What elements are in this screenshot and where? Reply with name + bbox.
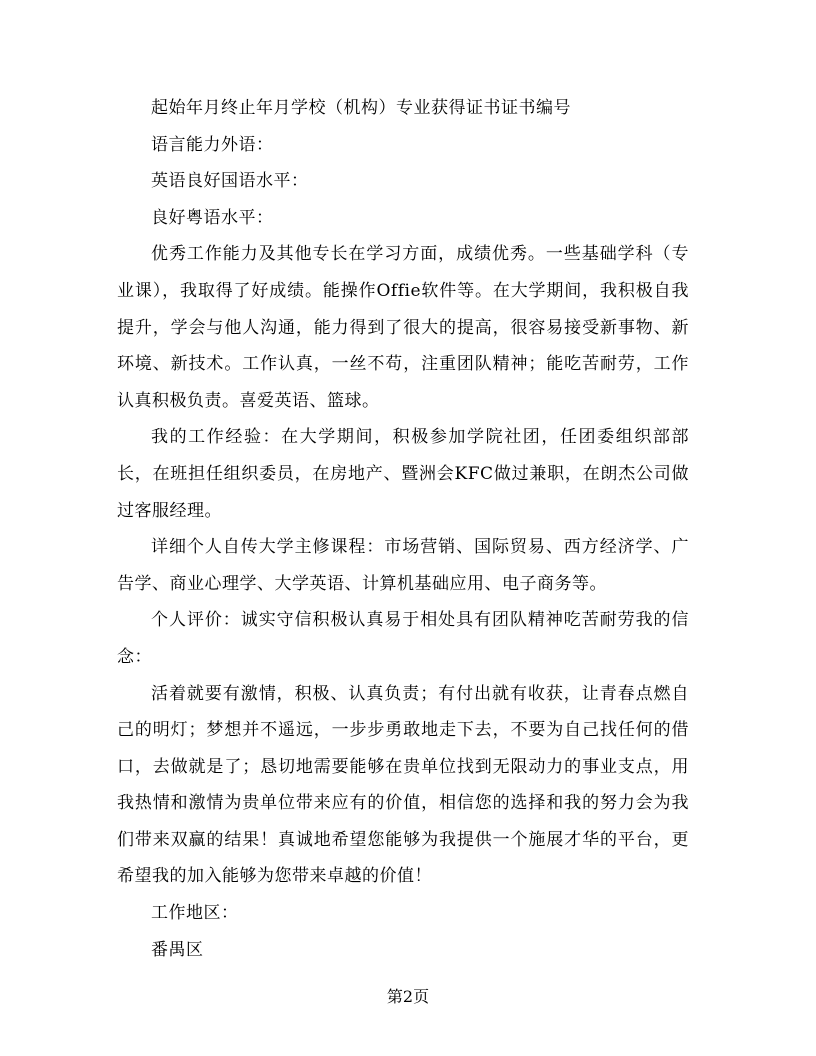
work-area-label: 工作地区： xyxy=(151,903,239,924)
education-header-line: 起始年月终止年月学校（机构）专业获得证书证书编号 xyxy=(151,98,571,118)
courses-paragraph: 详细个人自传大学主修课程：市场营销、国际贸易、西方经济学、广告学、商业心理学、大学英语、计算机基础应用、电子商务等。 xyxy=(117,537,689,594)
english-level-line: 英语良好国语水平： xyxy=(151,171,309,192)
work-area-value: 番禺区 xyxy=(151,939,204,960)
language-ability-line: 语言能力外语： xyxy=(151,134,274,155)
page-number: 第2页 xyxy=(386,987,430,1006)
work-experience-paragraph: 我的工作经验：在大学期间，积极参加学院社团，任团委组织部部长，在班担任组织委员，在房地产、暨洲会KFC做过兼职，在朗杰公司做过客服经理。 xyxy=(117,427,689,521)
document-body xyxy=(117,90,689,968)
skills-paragraph: 优秀工作能力及其他专长在学习方面，成绩优秀。一些基础学科（专业课），我取得了好成绩。能操作Offie软件等。在大学期间，我积极自我提升，学会与他人沟通，能力得到了很大的提高，很容易接受新事物、新环境、新技术。工作认真，一丝不苟，注重团队精神；能吃苦耐劳，工作认真积极负责。喜爱英语、篮球。 xyxy=(117,244,689,411)
self-evaluation-paragraph: 个人评价：诚实守信积极认真易于相处具有团队精神吃苦耐劳我的信念： xyxy=(117,610,689,667)
belief-paragraph: 活着就要有激情，积极、认真负责；有付出就有收获，让青春点燃自己的明灯；梦想并不遥远，一步步勇敢地走下去，不要为自己找任何的借口，去做就是了；恳切地需要能够在贵单位找到无限动力的事业支点，用我热情和激情为贵单位带来应有的价值，相信您的选择和我的努力会为我们带来双赢的结果！真诚地希望您能够为我提供一个施展才华的平台，更希望我的加入能够为您带来卓越的价值！ xyxy=(117,683,689,887)
cantonese-level-line: 良好粤语水平： xyxy=(151,207,274,228)
